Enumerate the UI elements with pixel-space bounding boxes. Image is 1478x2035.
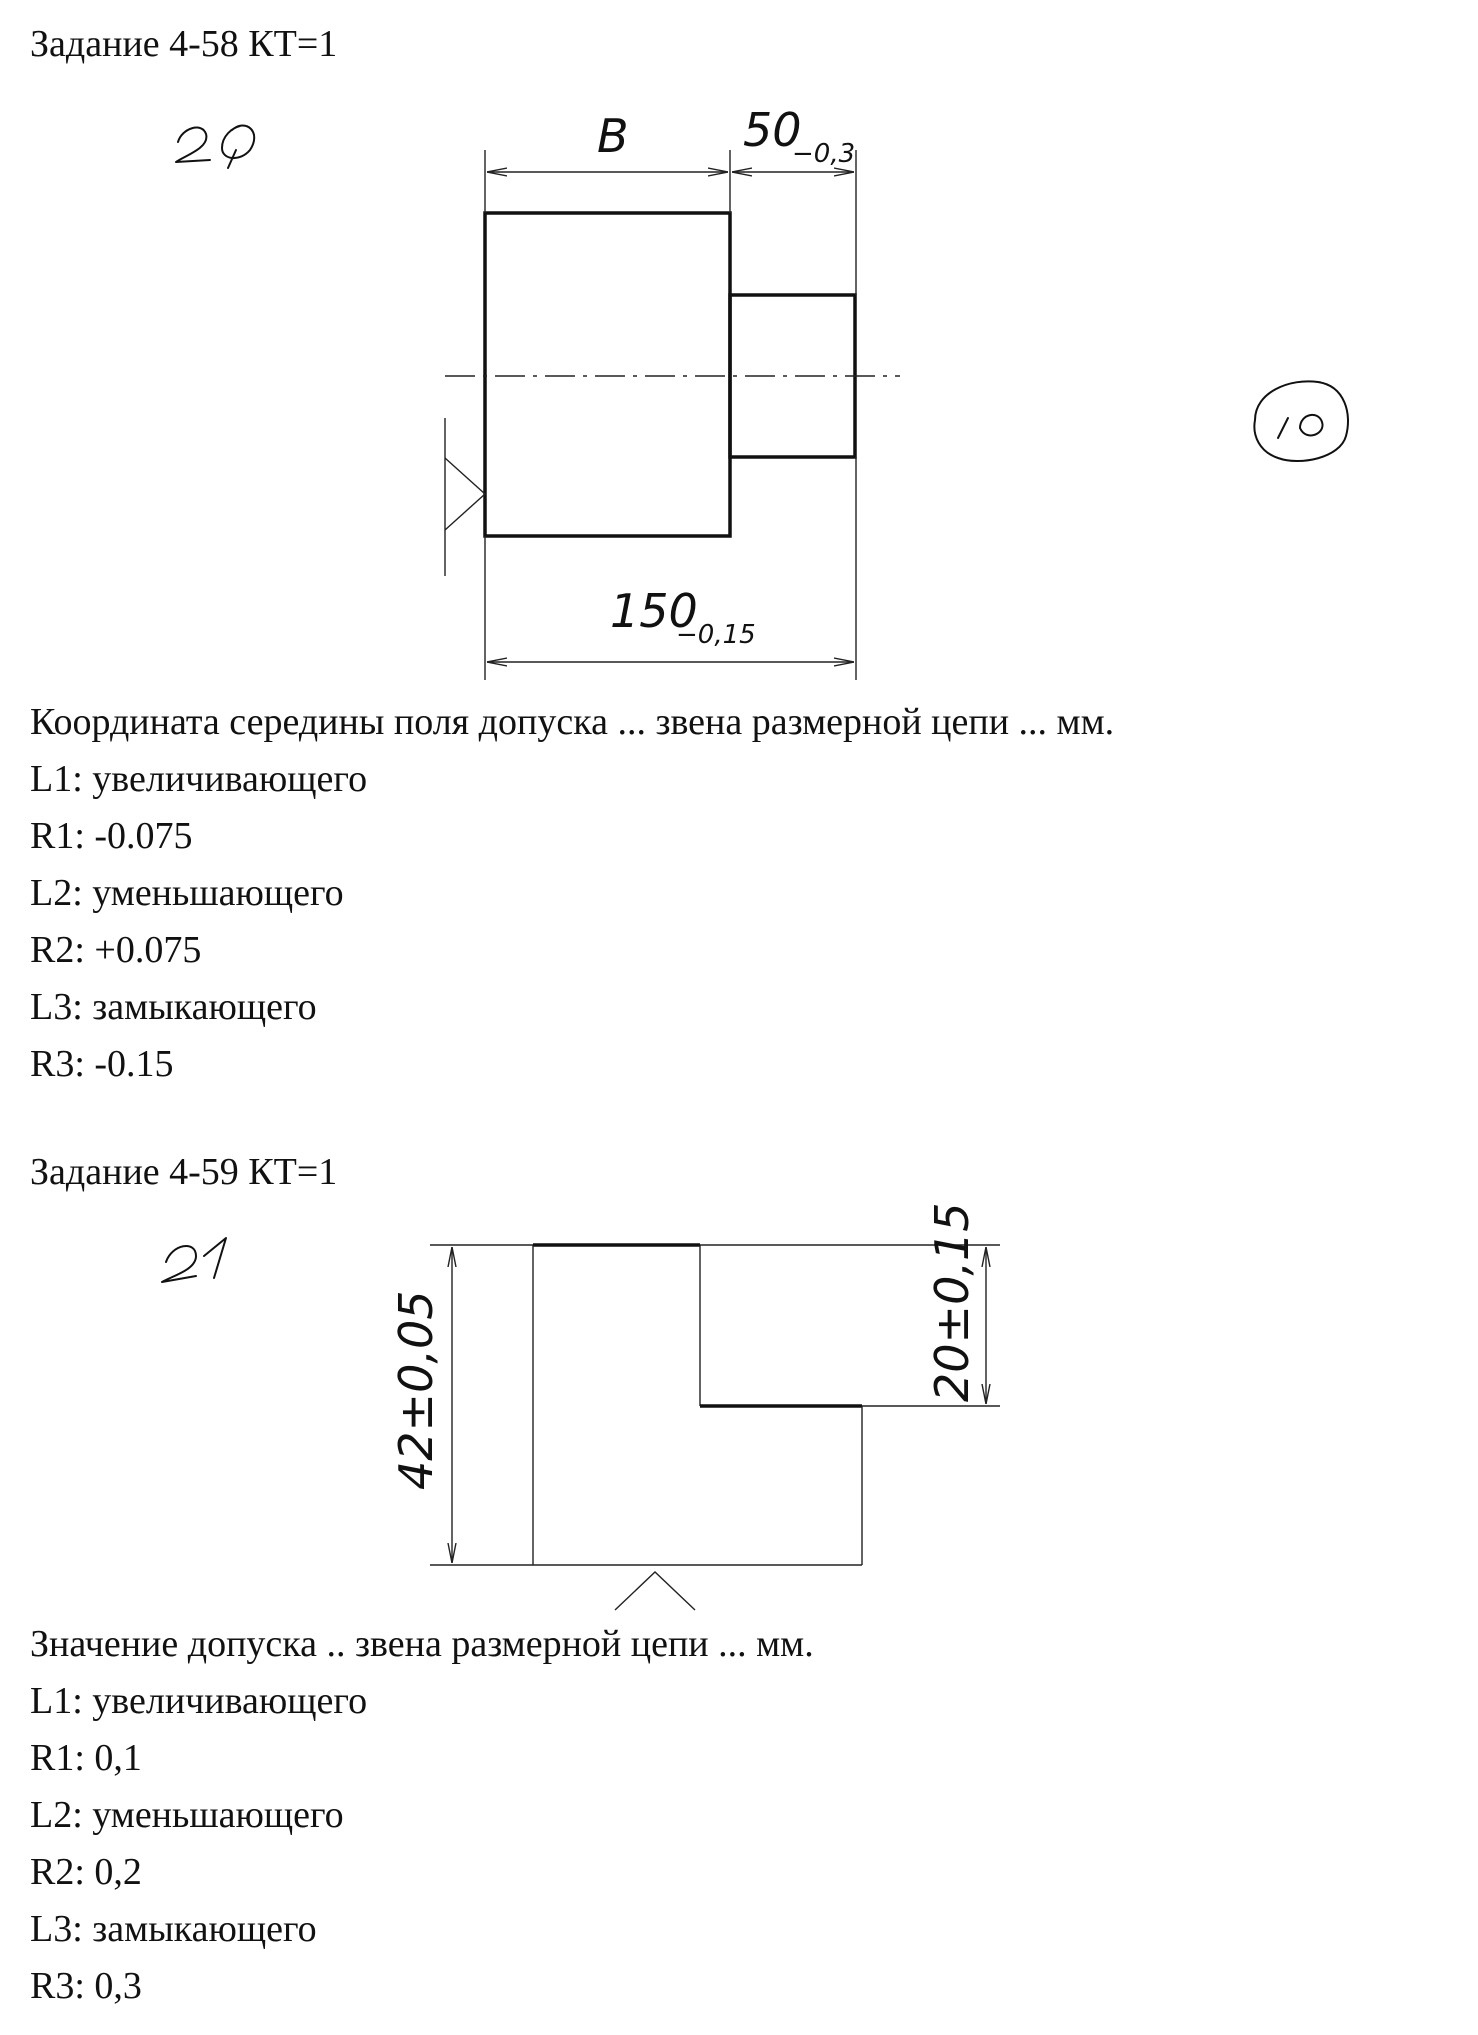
task-2-drawing [0,1200,1478,1620]
dim-label-20: 20±0,15 [925,1202,979,1402]
task-2-title: Задание 4-59 КТ=1 [30,1151,338,1193]
handwritten-number-21 [162,1238,226,1282]
task-2-answer-r3: R3: 0,3 [30,1965,142,2007]
task-2-question: Значение допуска .. звена размерной цепи ... мм. [30,1623,814,1665]
handwritten-number-20 [176,126,254,168]
dim-label-50-tolerance: −0,3 [792,139,856,169]
task-1-answer-r2: R2: +0.075 [30,929,202,971]
task-1-answer-r1: R1: -0.075 [30,815,193,857]
datum-support-symbol-2 [615,1572,695,1610]
task-2-answer-r2: R2: 0,2 [30,1851,142,1893]
dim-label-150-tolerance: −0,15 [676,620,756,650]
task-2-answer-l3: L3: замыкающего [30,1908,317,1950]
task-1-answer-l1: L1: увеличивающего [30,758,368,800]
task-2-answers [30,1673,367,2015]
task-1-drawing [0,0,1478,700]
part-large-step [485,213,730,536]
handwritten-circled-10 [1254,381,1348,461]
dim-label-b: B [597,109,629,163]
task-2-answer-l2: L2: уменьшающего [30,1794,344,1836]
task-1-answer-l3: L3: замыкающего [30,986,317,1028]
dim-label-150: 150 [610,584,698,638]
task-1-answers [30,751,367,1093]
task-2-answer-r1: R1: 0,1 [30,1737,142,1779]
task-1-answer-l2: L2: уменьшающего [30,872,344,914]
dim-label-50: 50 [743,103,802,157]
task-2-answer-l1: L1: увеличивающего [30,1680,368,1722]
dim-label-42: 42±0,05 [389,1290,443,1490]
task-1-answer-r3: R3: -0.15 [30,1043,174,1085]
task-1-title: Задание 4-58 КТ=1 [30,23,338,65]
datum-support-symbol [445,418,485,576]
task-1-question: Координата середины поля допуска ... звена размерной цепи ... мм. [30,701,1115,743]
